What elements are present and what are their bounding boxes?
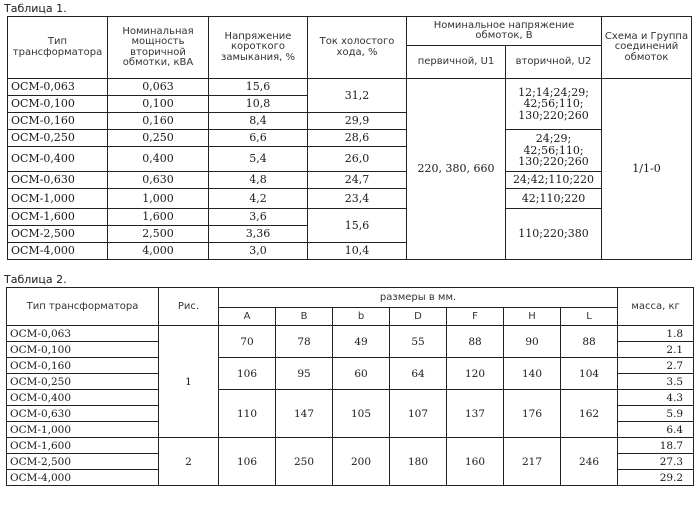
t2-dim-cell: 104 <box>561 358 618 390</box>
t2-header-dim-a: A <box>219 308 276 326</box>
t1-secondary-cell: 24;29; 42;56;110; 130;220;260 <box>506 130 602 172</box>
t2-mass-cell: 18.7 <box>618 438 694 454</box>
t2-dim-cell: 55 <box>390 326 447 358</box>
t2-header-dim-b-lower: b <box>333 308 390 326</box>
t1-type-cell: ОСМ-2,500 <box>8 226 108 243</box>
t1-power-cell: 1,000 <box>108 189 209 209</box>
t2-dim-cell: 106 <box>219 358 276 390</box>
t1-header-nominal-voltage: Номинальное напряжение обмоток, В <box>407 17 602 46</box>
t2-mass-cell: 5.9 <box>618 406 694 422</box>
t1-power-cell: 0,400 <box>108 147 209 172</box>
t1-power-cell: 2,500 <box>108 226 209 243</box>
t2-type-cell: ОСМ-0,100 <box>7 342 159 358</box>
t1-header-voltage-sc: Напряжение короткого замыкания, % <box>209 17 308 79</box>
t2-dim-cell: 176 <box>504 390 561 438</box>
t2-dim-cell: 250 <box>276 438 333 486</box>
t1-header-type: Тип трансформатора <box>8 17 108 79</box>
t2-mass-cell: 2.1 <box>618 342 694 358</box>
t2-dim-cell: 107 <box>390 390 447 438</box>
t1-scheme-cell: 1/1-0 <box>602 79 692 260</box>
t2-header-type: Тип трансформатора <box>7 288 159 326</box>
t2-fig-cell: 2 <box>159 438 219 486</box>
t2-dim-cell: 147 <box>276 390 333 438</box>
t2-dim-cell: 88 <box>561 326 618 358</box>
t2-dim-cell: 120 <box>447 358 504 390</box>
t1-type-cell: ОСМ-1,000 <box>8 189 108 209</box>
t1-power-cell: 4,000 <box>108 243 209 260</box>
t2-dim-cell: 70 <box>219 326 276 358</box>
t2-dim-cell: 95 <box>276 358 333 390</box>
t1-voltage-sc-cell: 6,6 <box>209 130 308 147</box>
t1-idle-current-cell: 28,6 <box>308 130 407 147</box>
t2-type-cell: ОСМ-0,630 <box>7 406 159 422</box>
t1-type-cell: ОСМ-0,063 <box>8 79 108 96</box>
t1-power-cell: 0,063 <box>108 79 209 96</box>
t1-voltage-sc-cell: 3,0 <box>209 243 308 260</box>
t1-secondary-cell: 12;14;24;29; 42;56;110; 130;220;260 <box>506 79 602 130</box>
t2-header-dim-b-upper: B <box>276 308 333 326</box>
table2-caption: Таблица 2. <box>4 273 67 286</box>
t2-dim-cell: 88 <box>447 326 504 358</box>
t1-idle-current-cell: 15,6 <box>308 209 407 243</box>
t1-type-cell: ОСМ-0,400 <box>8 147 108 172</box>
t1-idle-current-cell: 24,7 <box>308 172 407 189</box>
t1-idle-current-cell: 23,4 <box>308 189 407 209</box>
t1-power-cell: 1,600 <box>108 209 209 226</box>
t2-dim-cell: 105 <box>333 390 390 438</box>
t1-power-cell: 0,100 <box>108 96 209 113</box>
t2-dim-cell: 64 <box>390 358 447 390</box>
t1-type-cell: ОСМ-0,100 <box>8 96 108 113</box>
t1-secondary-cell: 24;42;110;220 <box>506 172 602 189</box>
t2-type-cell: ОСМ-0,063 <box>7 326 159 342</box>
t2-dim-cell: 246 <box>561 438 618 486</box>
t1-voltage-sc-cell: 10,8 <box>209 96 308 113</box>
t1-idle-current-cell: 31,2 <box>308 79 407 113</box>
t2-dim-cell: 60 <box>333 358 390 390</box>
t1-voltage-sc-cell: 4,8 <box>209 172 308 189</box>
table2 <box>6 287 694 486</box>
t1-voltage-sc-cell: 8,4 <box>209 113 308 130</box>
t1-power-cell: 0,160 <box>108 113 209 130</box>
t2-dim-cell: 160 <box>447 438 504 486</box>
t1-voltage-sc-cell: 15,6 <box>209 79 308 96</box>
t2-dim-cell: 162 <box>561 390 618 438</box>
t2-fig-cell: 1 <box>159 326 219 438</box>
t2-mass-cell: 2.7 <box>618 358 694 374</box>
t2-mass-cell: 6.4 <box>618 422 694 438</box>
t1-header-power: Номинальная мощность вторичной обмотки, кВА <box>108 17 209 79</box>
t1-voltage-sc-cell: 4,2 <box>209 189 308 209</box>
t2-type-cell: ОСМ-0,250 <box>7 374 159 390</box>
t1-voltage-sc-cell: 3,6 <box>209 209 308 226</box>
t2-mass-cell: 29.2 <box>618 470 694 486</box>
t2-dim-cell: 78 <box>276 326 333 358</box>
t1-idle-current-cell: 10,4 <box>308 243 407 260</box>
t2-mass-cell: 3.5 <box>618 374 694 390</box>
t2-header-dim-l: L <box>561 308 618 326</box>
t2-type-cell: ОСМ-4,000 <box>7 470 159 486</box>
t2-header-fig: Рис. <box>159 288 219 326</box>
t2-dim-cell: 180 <box>390 438 447 486</box>
t1-type-cell: ОСМ-4,000 <box>8 243 108 260</box>
t2-type-cell: ОСМ-0,160 <box>7 358 159 374</box>
table1 <box>7 16 692 260</box>
t1-secondary-cell: 110;220;380 <box>506 209 602 260</box>
t2-header-mass: масса, кг <box>618 288 694 326</box>
t2-dim-cell: 90 <box>504 326 561 358</box>
t2-type-cell: ОСМ-1,000 <box>7 422 159 438</box>
t1-secondary-cell: 42;110;220 <box>506 189 602 209</box>
t2-mass-cell: 4.3 <box>618 390 694 406</box>
t2-mass-cell: 27.3 <box>618 454 694 470</box>
t1-header-scheme: Схема и Группа соединений обмоток <box>602 17 692 79</box>
t1-type-cell: ОСМ-0,630 <box>8 172 108 189</box>
t2-type-cell: ОСМ-1,600 <box>7 438 159 454</box>
t1-power-cell: 0,250 <box>108 130 209 147</box>
t1-header-primary: первичной, U1 <box>407 46 506 79</box>
t2-type-cell: ОСМ-2,500 <box>7 454 159 470</box>
t2-header-dim-h: H <box>504 308 561 326</box>
t1-header-secondary: вторичной, U2 <box>506 46 602 79</box>
t2-dim-cell: 106 <box>219 438 276 486</box>
t2-dim-cell: 137 <box>447 390 504 438</box>
t2-dim-cell: 49 <box>333 326 390 358</box>
t2-dim-cell: 200 <box>333 438 390 486</box>
t1-primary-cell: 220, 380, 660 <box>407 79 506 260</box>
table1-caption: Таблица 1. <box>4 2 67 15</box>
t1-idle-current-cell: 26,0 <box>308 147 407 172</box>
t1-voltage-sc-cell: 5,4 <box>209 147 308 172</box>
t2-dim-cell: 217 <box>504 438 561 486</box>
t2-mass-cell: 1.8 <box>618 326 694 342</box>
t1-idle-current-cell: 29,9 <box>308 113 407 130</box>
t2-header-dims: размеры в мм. <box>219 288 618 308</box>
t2-type-cell: ОСМ-0,400 <box>7 390 159 406</box>
t1-type-cell: ОСМ-0,160 <box>8 113 108 130</box>
t1-power-cell: 0,630 <box>108 172 209 189</box>
t1-type-cell: ОСМ-1,600 <box>8 209 108 226</box>
t2-dim-cell: 110 <box>219 390 276 438</box>
t2-header-dim-f: F <box>447 308 504 326</box>
t1-type-cell: ОСМ-0,250 <box>8 130 108 147</box>
t2-header-dim-d: D <box>390 308 447 326</box>
t1-voltage-sc-cell: 3,36 <box>209 226 308 243</box>
t2-dim-cell: 140 <box>504 358 561 390</box>
t1-header-idle-current: Ток холостого хода, % <box>308 17 407 79</box>
